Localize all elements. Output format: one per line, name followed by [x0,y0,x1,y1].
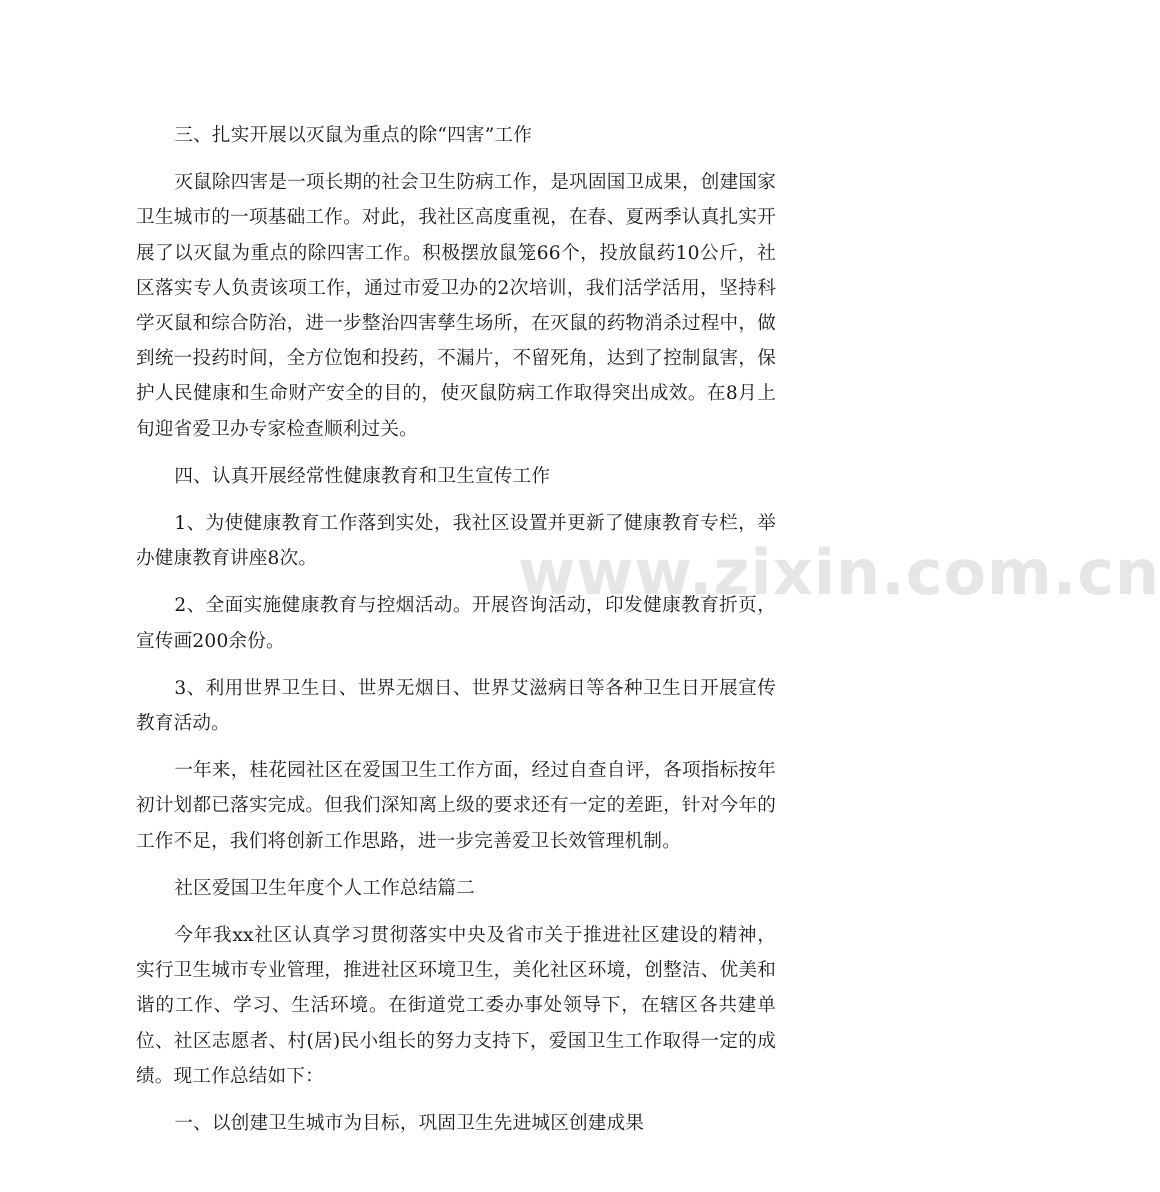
section-heading-4: 四、认真开展经常性健康教育和卫生宣传工作 [174,465,551,487]
paragraph-year-summary: 一年来，桂花园社区在爱国卫生工作方面，经过自查自评，各项指标按年初计划都已落实完成。但我们深知离上级的要求还有一定的差距，针对今年的工作不足，我们将创新工作思路，进一步完善爱卫长效管理机制。 [136,760,776,852]
section-heading-1: 一、以创建卫生城市为目标，巩固卫生先进城区创建成果 [174,1113,645,1135]
list-item-3: 3、利用世界卫生日、世界无烟日、世界艾滋病日等各种卫生日开展宣传教育活动。 [136,677,776,735]
list-item-1: 1、为使健康教育工作落到实处，我社区设置并更新了健康教育专栏，举办健康教育讲座8次。 [136,513,776,570]
document-body [136,118,776,1153]
paragraph-intro-part-2: 今年我xx社区认真学习贯彻落实中央及省市关于推进社区建设的精神，实行卫生城市专业管理，推进社区环境卫生，美化社区环境，创整洁、优美和谐的工作、学习、生活环境。在街道党工委办事处领导下，在辖区各共建单位、社区志愿者、村(居)民小组长的努力支持下，爱国卫生工作取得一定的成绩。现工作总结如下： [136,925,776,1087]
article-title-part-2: 社区爱国卫生年度个人工作总结篇二 [174,877,476,899]
list-item-2: 2、全面实施健康教育与控烟活动。开展咨询活动，印发健康教育折页，宣传画200余份。 [136,595,776,652]
watermark-text: www.zixin.com.cn [518,536,1160,609]
paragraph-rodent-control: 灭鼠除四害是一项长期的社会卫生防病工作，是巩固国卫成果，创建国家卫生城市的一项基础工作。对此，我社区高度重视，在春、夏两季认真扎实开展了以灭鼠为重点的除四害工作。积极摆放鼠笼66个，投放鼠药10公斤，社区落实专人负责该项工作，通过市爱卫办的2次培训，我们活学活用，坚持科学灭鼠和综合防治，进一步整治四害孳生场所，在灭鼠的药物消杀过程中，做到统一投药时间，全方位饱和投药，不漏片，不留死角，达到了控制鼠害，保护人民健康和生命财产安全的目的，使灭鼠防病工作取得突出成效。在8月上旬迎省爱卫办专家检查顺利过关。 [136,172,776,440]
section-heading-3: 三、扎实开展以灭鼠为重点的除“四害”工作 [174,125,533,146]
